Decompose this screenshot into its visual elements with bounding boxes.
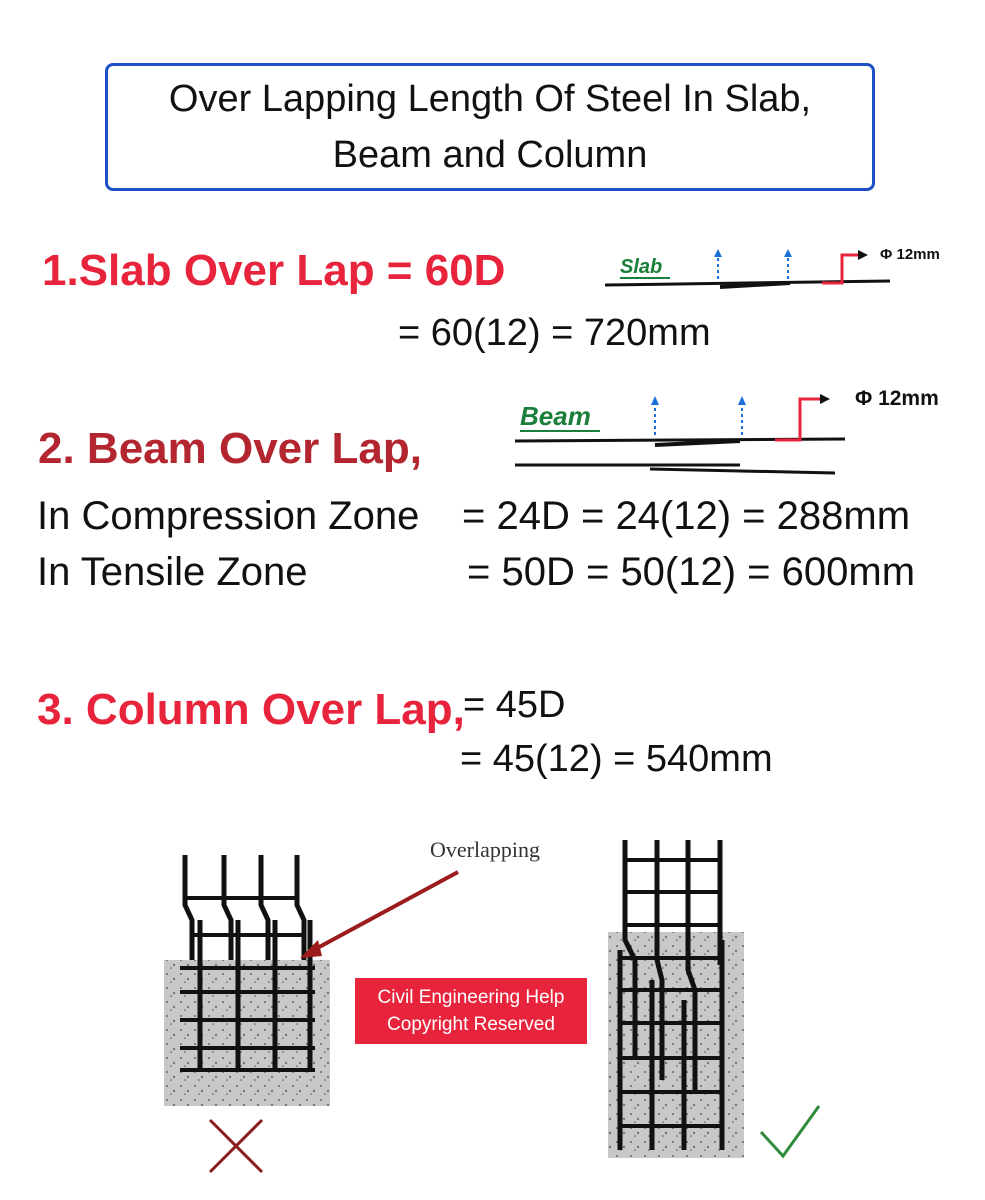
beam-diagram	[510, 385, 980, 485]
tensile-label: In Tensile Zone	[37, 550, 308, 594]
beam-lap-arrow-right	[738, 396, 746, 405]
slab-lap-arrow-left	[714, 249, 722, 257]
tensile-calc: = 50D = 50(12) = 600mm	[467, 550, 916, 594]
right-mark-icon	[755, 1100, 825, 1165]
compression-calc: = 24D = 24(12) = 288mm	[462, 494, 911, 538]
beam-bottom-bar-2	[650, 469, 835, 473]
beam-pointer-arrow	[820, 394, 830, 404]
title-line-1: Over Lapping Length Of Steel In Slab,	[168, 78, 812, 120]
beam-bar-bend	[775, 399, 822, 440]
wrong-footing-concrete	[164, 960, 330, 1106]
title-line-2: Beam and Column	[332, 134, 648, 176]
column-heading: 3. Column Over Lap,	[37, 685, 465, 734]
stamp-line-1: Civil Engineering Help	[377, 987, 565, 1008]
slab-lap-arrow-right	[784, 249, 792, 257]
beam-diameter-label: Φ 12mm	[855, 387, 939, 410]
stamp-line-2: Copyright Reserved	[387, 1014, 555, 1035]
column-calc-1: = 45D	[463, 684, 566, 726]
slab-pointer-arrow	[858, 250, 868, 260]
compression-label: In Compression Zone	[37, 494, 420, 538]
copyright-stamp	[355, 978, 587, 1044]
wrong-upper-bars	[185, 855, 304, 960]
slab-diameter-label: Φ 12mm	[880, 246, 940, 263]
wrong-upper-ties	[185, 898, 304, 935]
overlapping-label: Overlapping	[430, 837, 540, 862]
beam-heading: 2. Beam Over Lap,	[38, 424, 422, 473]
beam-top-lap	[655, 441, 740, 445]
slab-bar-bend	[822, 255, 860, 283]
overlapping-arrow-line	[310, 872, 458, 952]
slab-calc: = 60(12) = 720mm	[398, 312, 711, 354]
title-box	[105, 63, 875, 191]
slab-diagram	[600, 235, 980, 295]
wrong-mark-icon	[210, 1120, 262, 1172]
beam-lap-arrow-left	[651, 396, 659, 405]
slab-heading: 1.Slab Over Lap = 60D	[42, 246, 506, 295]
beam-diagram-label: Beam	[520, 401, 591, 431]
column-calc-2: = 45(12) = 540mm	[460, 738, 773, 780]
slab-diagram-label: Slab	[620, 256, 663, 278]
